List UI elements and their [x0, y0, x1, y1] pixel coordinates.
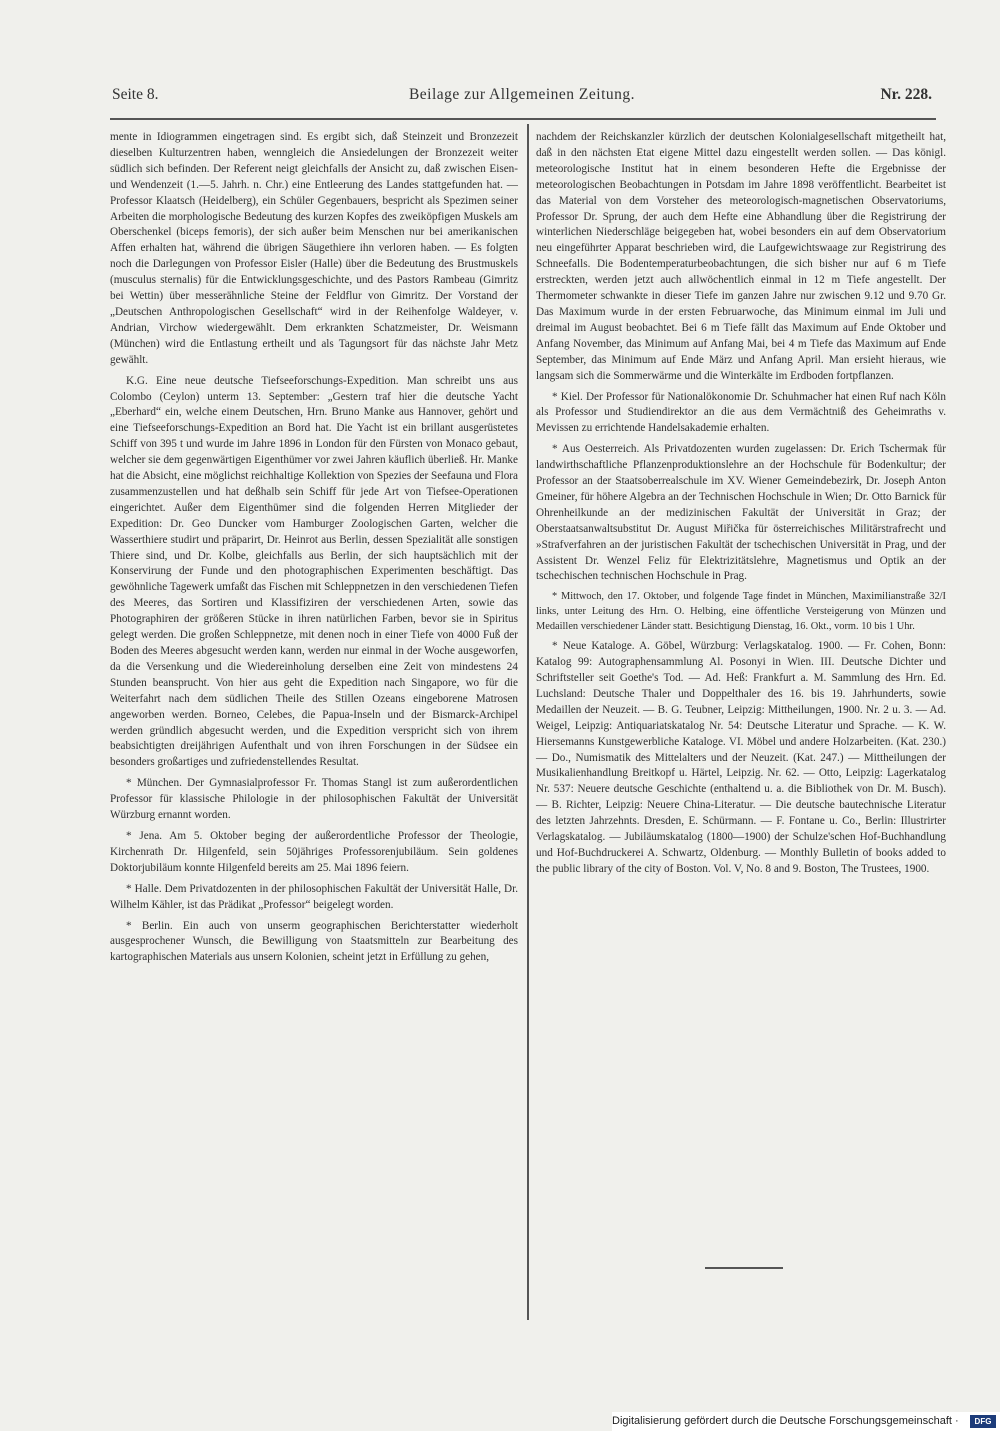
notice-auction: * Mittwoch, den 17. Oktober, und folgende Tage findet in München, Maximilianstraße 32/I links, unter Leitung des Hrn. O. Helbing, eine öffentliche Versteigerung von Münzen und Medaillen verschiedener Länder statt. Besichtigung Dienstag, 16. Okt., vorm. 10 bis 1 Uhr. [536, 591, 946, 632]
article-kiel: * Kiel. Der Professor für Nationalökonomie Dr. Schuhmacher hat einen Ruf nach Köln als Professor und Studiendirektor an die aus dem Vermächtniß des Geheimraths v. Mevissen zu errichtende Handelsakademie erhalten. [536, 390, 946, 435]
digitization-footer [612, 1412, 1000, 1431]
header-rule [110, 118, 936, 120]
article-berlin: * Berlin. Ein auch von unserm geographischen Berichterstatter wiederholt ausgesprochener Wunsch, die Bewilligung von Staatsmitteln zur Bearbeitung des kartographischen Materials aus unsern Kolonien, scheint jetzt in Erfüllung zu gehen, [110, 919, 518, 964]
article-jena: * Jena. Am 5. Oktober beging der außerordentliche Professor der Theologie, Kirchenrath Dr. Hilgenfeld, sein 50jähriges Professorenjubiläum. Sein goldenes Doktorjubiläum konnte Hilgenfeld bereits am 25. Mai 1896 feiern. [110, 829, 518, 874]
article-deep-sea-expedition: K.G. Eine neue deutsche Tiefseeforschungs-Expedition. Man schreibt uns aus Colombo (Ceylon) unterm 13. September: „Gestern traf hier die deutsche Yacht „Eberhard“ ein, welche einem Deutschen, Hrn. Bruno Manke aus Hannover, gehört und eine Tiefseeforschungs-Expedition an Bord hat. Die Yacht ist ein brillant ausgerüstetes Schiff von 395 t und wurde im Jahre 1896 in London für den Fürsten von Monaco gebaut, welcher sie dem gegenwärtigen Eigenthümer vor zwei Jahren käuflich überließ. Hr. Manke hat die Absicht, eine möglichst reichhaltige Kollektion von Spezies der Seefauna und Flora zusammenzustellen und hat deßhalb sein Schiff für jede Art von Tiefsee-Operationen eingerichtet. Außer dem Eigenthümer sind die folgenden Herren Mitglieder der Expedition: Dr. Geo Duncker vom Hamburger Zoologischen Garten, welcher die Wasserthiere studirt und präparirt, Dr. Heinrot aus Berlin, dessen Spezialität alle sonstigen Thiere sind, und Dr. Kolbe, gleichfalls aus Berlin, der sich hauptsächlich mit der Konservirung der Funde und den photographischen Experimenten beschäftigt. Das gewöhnliche Tagewerk umfaßt das Fischen mit Schleppnetzen in den verschiedenen Tiefen des Meeres, das Sortiren und Klassifiziren der verschiedenen Arten, sowie das Photographiren der größeren Stücke in ihren natürlichen Farben, bevor sie in Spiritus gelegt werden. Die großen Schleppnetze, mit denen noch in einer Tiefe von 4000 Fuß der Boden des Meeres abgesucht werden kann, werden nur einmal in der Woche ausgeworfen, da die Versenkung und die Wiedereinholung derselben eine Zeit von mindestens 24 Stunden beansprucht. Von hier aus geht die Expedition nach Singapore, wo für die Weiterfahrt nach dem südlichen Theile des Stillen Ozeans eingeborene Matrosen angeworben werden. Borneo, Celebes, die Papua-Inseln und der Bismarck-Archipel werden gründlich abgesucht werden, und die Expedition verspricht sich von ihrem beabsichtigten dreijährigen Aufenthalt und von ihren Forschungen in der Südsee ein besonders großartiges und zufriedenstellendes Resultat. [110, 374, 518, 769]
closing-rule [705, 1267, 783, 1269]
publication-title: Beilage zur Allgemeinen Zeitung. [408, 86, 636, 103]
page-header [112, 86, 932, 108]
page-number: Seite 8. [112, 86, 159, 103]
article-muenchen: * München. Der Gymnasialprofessor Fr. Thomas Stangl ist zum außerordentlichen Professor für klassische Philologie in der philosophischen Fakultät der Universität Würzburg ernannt worden. [110, 777, 518, 822]
article-berlin-continued: nachdem der Reichskanzler kürzlich der deutschen Kolonialgesellschaft mitgetheilt hat, daß in den nächsten Etat eigene Mittel dazu eingestellt werden sollen. — Das königl. meteorologische Institut hat in einem besonderen Hefte die Ergebnisse der meteorologischen Beobachtungen in Potsdam im Jahre 1898 veröffentlicht. Bearbeitet ist das Material von dem Vorsteher des meteorologisch-magnetischen Observatoriums, Professor Dr. Sprung, der auch dem Hefte eine Abhandlung über die Registrirung der winterlichen Niederschläge beigegeben hat, wobei besonders ein auf dem Observatorium neu eingeführter Apparat beschrieben wird, die Laufgewichtswaage zur Registrirung des Schneefalls. Die Bodentemperaturbeobachtungen, die sich bisher nur auf 6 m Tiefe erstreckten, werden jetzt auch allwöchentlich einmal in 12 m Tiefe angestellt. Der Thermometer schwankte in dieser Tiefe im ganzen Jahre nur zwischen 9.12 und 9.70 Gr. Das Maximum wurde in der ersten Februarwoche, das Minimum einmal im Juli und dreimal im August beobachtet. Bei 6 m Tiefe fällt das Maximum auf Ende Oktober und Anfang November, das Minimum auf Anfang Mai, bei 4 m Tiefe das Maximum auf Ende September, das Minimum auf Ende März und Anfang April. Man ersieht hieraus, wie langsam sich die Sommerwärme und die Winterkälte im Erdboden fortpflanzen. [536, 131, 946, 382]
left-column [110, 130, 518, 966]
article-oesterreich: * Aus Oesterreich. Als Privatdozenten wurden zugelassen: Dr. Erich Tschermak für landwirthschaftliche Pflanzenproduktionslehre an der Hochschule für Bodenkultur; der Professor an der Staatsoberrealschule im XV. Wiener Gemeindebezirk, Dr. Joseph Anton Gmeiner, für höhere Algebra an der Technischen Hochschule in Wien; Dr. Otto Barnick für Ohrenheilkunde an der medizinischen Fakultät der Universität in Graz; der Oberstaatsanwaltsubstitut Dr. August Miřička für österreichisches Militärstrafrecht und »Strafverfahren an der juristischen Fakultät der tschechischen Universität in Prag, und der Assistent Dr. Wenzel Feliz für Elektrizitätslehre, Magnetismus und Optik an der tschechischen technischen Hochschule in Prag. [536, 443, 946, 583]
right-column [536, 130, 946, 878]
dfg-logo-icon: DFG [970, 1415, 996, 1428]
article-anthropology: mente in Idiogrammen eingetragen sind. Es ergibt sich, daß Steinzeit und Bronzezeit dieselben Kulturzentren haben, wenngleich die Ansiedelungen der Bronzezeit weiter südlich sich befinden. Der Referent neigt gleichfalls der Ansicht zu, daß zwischen Eisen- und Wendenzeit (1.—5. Jahrh. n. Chr.) eine Entleerung des Landes stattgefunden hat. — Professor Klaatsch (Heidelberg), ein Schüler Gegenbauers, bespricht als Spezimen seiner Arbeiten die morphologische Bedeutung des kurzen Kopfes des zweiköpfigen Muskels am Oberschenkel (biceps femoris), der sich außer beim Menschen nur bei amerikanischen Affen erhalten hat, während die übrigen Säugethiere ihn verloren haben. — Es folgten noch die Darlegungen von Professor Eisler (Halle) über die Bedeutung des Brustmuskels (musculus sternalis) für die Entwicklungsgeschichte, und des Pastors Rambeau (Gimritz bei Wettin) über messerähnliche Steine der Feldflur von Gimritz. Der Vorstand der „Deutschen Anthropologischen Gesellschaft“ wird in der Reihenfolge Waldeyer, v. Andrian, Virchow wiedergewählt. Dem erkrankten Schatzmeister, Dr. Weismann (München) wird die Entlastung ertheilt und als Tagungsort für das nächste Jahr Metz gewählt. [110, 131, 518, 366]
column-divider [527, 124, 529, 1320]
footer-text: Digitalisierung gefördert durch die Deutsche Forschungsgemeinschaft · [612, 1415, 959, 1427]
article-halle: * Halle. Dem Privatdozenten in der philosophischen Fakultät der Universität Halle, Dr. Wilhelm Kähler, ist das Prädikat „Professor“ beigelegt worden. [110, 882, 518, 911]
issue-number: Nr. 228. [880, 86, 932, 103]
article-new-catalogues: * Neue Kataloge. A. Göbel, Würzburg: Verlagskatalog. 1900. — Fr. Cohen, Bonn: Katalog 99: Autographensammlung Al. Posonyi in Wien. III. Deutsche Dichter und Schriftsteller seit Goethe's Tod. — Ad. Heß: Frankfurt a. M. Sammlung des Hrn. Ed. Luchsland: Deutsche Thaler und Doppelthaler des 16. bis 19. Jahrhunderts, sowie Medaillen der Neuzeit. — B. G. Teubner, Leipzig: Mittheilungen, 1900. Nr. 2 u. 3. — Ad. Weigel, Leipzig: Antiquariatskatalog Nr. 54: Deutsche Literatur und Sprache. — K. W. Hiersemanns Kunstgewerbliche Kataloge. VI. Möbel und andere Holzarbeiten. (Kat. 230.) — Do., Numismatik des Mittelalters und der Neuzeit. (Kat. 247.) — Mittheilungen der Musikalienhandlung Breitkopf u. Härtel, Leipzig. Nr. 62. — Otto, Leipzig: Lagerkatalog Nr. 537: Neuere deutsche Geschichte (enthaltend u. a. die Bibliothek von Dr. M. Busch). — B. Richter, Leipzig: Neuere China-Literatur. — Die deutsche bautechnische Literatur des letzten Jahrzehnts. Dresden, E. Schürmann. — F. Fontane u. Co., Berlin: Illustrirter Verlagskatalog. — Jubiläumskatalog (1800—1900) der Schulze'schen Hof-Buchhandlung und Hof-Buchdruckerei A. Schwartz, Oldenburg. — Monthly Bulletin of books added to the public library of the city of Boston. Vol. V, No. 8 and 9. Boston, The Trustees, 1900. [536, 640, 946, 875]
